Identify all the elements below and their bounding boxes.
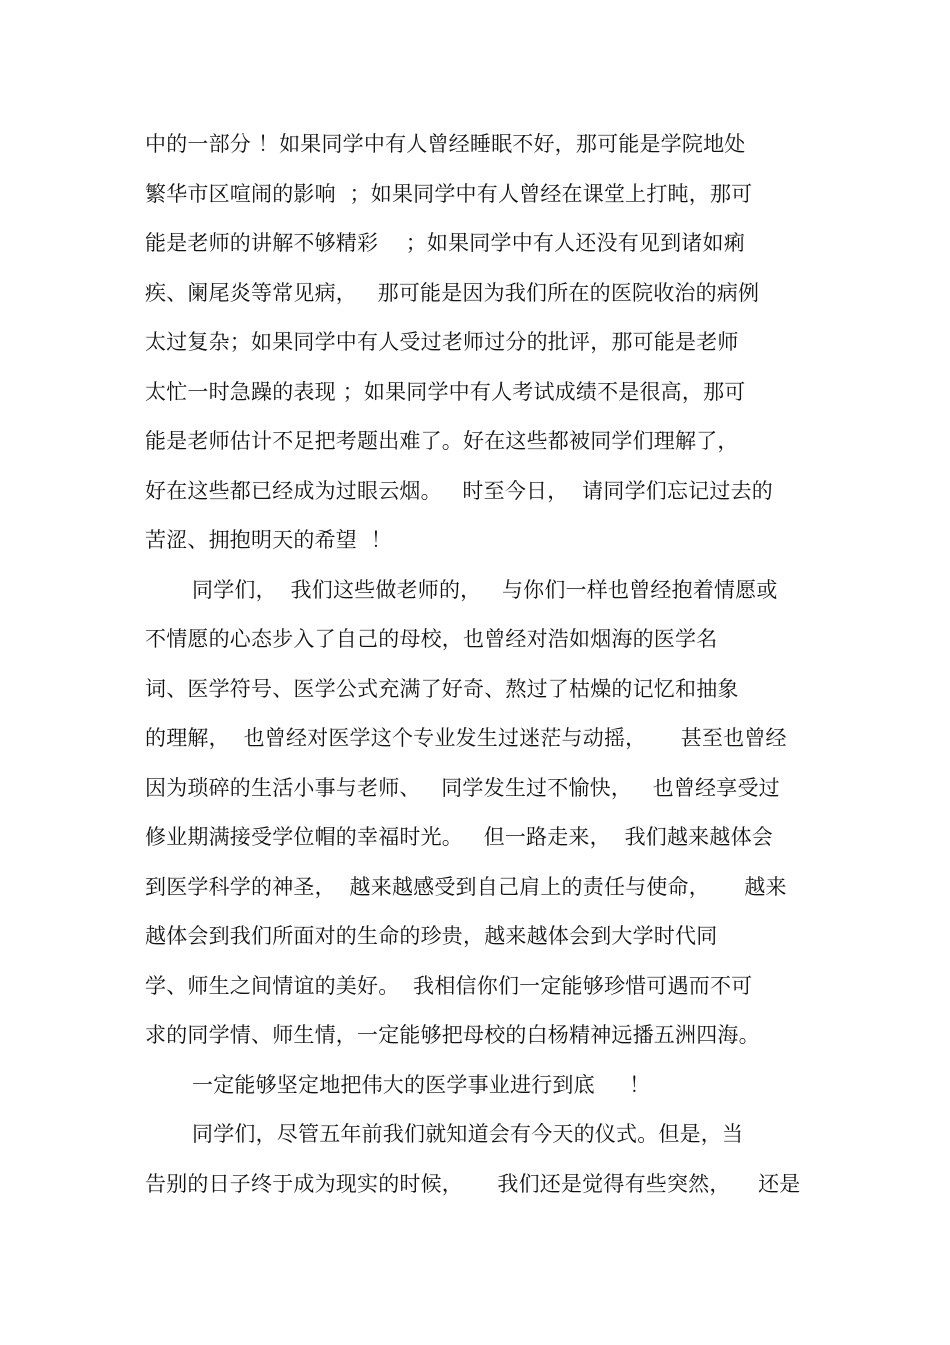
text-line: 的理解， 也曾经对医学这个专业发生过迷茫与动摇， 甚至也曾经 <box>145 726 787 750</box>
text-line: 太忙一时急躁的表现 ；如果同学中有人考试成绩不是很高，那可 <box>145 379 746 404</box>
text-line: 学、师生之间情谊的美好。 我相信你们一定能够珍惜可遇而不可 <box>145 973 753 998</box>
text-line: 告别的日子终于成为现实的时候， 我们还是觉得有些突然， 还是 <box>145 1171 801 1196</box>
text-line: 求的同学情、师生情，一定能够把母校的白杨精神远播五洲四海。 <box>145 1023 760 1047</box>
paragraph-first-line: 一定能够坚定地把伟大的医学事业进行到底 ！ <box>192 1072 651 1097</box>
text-line: 苦涩、拥抱明天的希望 ！ <box>145 528 392 552</box>
paragraph-first-line: 同学们，尽管五年前我们就知道会有今天的仪式。但是，当 <box>192 1122 744 1146</box>
paragraph-first-line: 同学们， 我们这些做老师的， 与你们一样也曾经抱着情愿或 <box>192 577 778 602</box>
text-line: 好在这些都已经成为过眼云烟。 时至今日， 请同学们忘记过去的 <box>145 478 773 503</box>
text-line: 越体会到我们所面对的生命的珍贵，越来越体会到大学时代同 <box>145 924 718 948</box>
text-line: 因为琐碎的生活小事与老师、 同学发生过不愉快， 也曾经享受过 <box>145 775 780 800</box>
text-line: 到医学科学的神圣， 越来越感受到自己肩上的责任与使命， 越来 <box>145 874 787 899</box>
text-line: 能是老师的讲解不够精彩 ；如果同学中有人还没有见到诸如痢 <box>145 231 745 255</box>
text-line: 修业期满接受学位帽的幸福时光。 但一路走来， 我们越来越体会 <box>145 825 773 849</box>
text-line: 中的一部分 ！如果同学中有人曾经睡眠不好，那可能是学院地处 <box>145 132 746 156</box>
text-line: 繁华市区喧闹的影响 ；如果同学中有人曾经在课堂上打盹，那可 <box>145 181 753 206</box>
text-line: 词、医学符号、医学公式充满了好奇、熬过了枯燥的记忆和抽象 <box>145 676 739 701</box>
text-line: 疾、阑尾炎等常见病， 那可能是因为我们所在的医院收治的病例 <box>145 280 760 305</box>
text-line: 不情愿的心态步入了自己的母校，也曾经对浩如烟海的医学名 <box>145 627 718 651</box>
body-text <box>145 120 825 1209</box>
text-line: 能是老师估计不足把考题出难了。好在这些都被同学们理解了， <box>145 429 739 453</box>
text-line: 太过复杂；如果同学中有人受过老师过分的批评，那可能是老师 <box>145 330 739 354</box>
